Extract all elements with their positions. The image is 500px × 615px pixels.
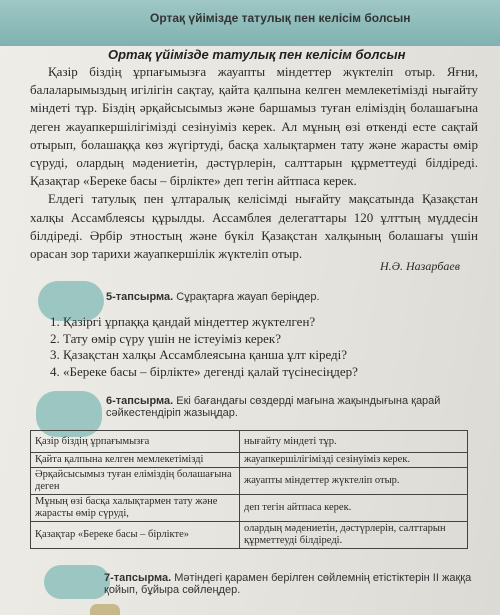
table-row [31,495,468,522]
table-row [31,431,468,453]
right-cell: олардың мәдениетін, дәстүрлерін, салттарын құрметтеуді білдіреді. [240,522,468,549]
paragraph-2: Елдегі татулық пен ұлтаралық келісімді нығайту мақсатында Қазақстан халқы Ассамблеясы құрылды. Ассамблея делегаттары 120 ұлттың мүддесін білдіреді. Әрбір этностың және бүкіл Қазақстан халқының болашағы үшін орасан зор тарихи жауапкершілік жүктеліп отыр. [30,191,478,262]
question-item: 4. «Береке басы – бірлікте» дегенді қалай түсінесіңдер? [50,363,358,379]
question-item: 1. Қазіргі ұрпаққа қандай міндеттер жүктелген? [50,314,316,329]
table-row [31,453,468,468]
chapter-ribbon [0,0,500,46]
author: Н.Ә. Назарбаев [380,259,460,273]
matching-table [30,430,468,549]
question-list [50,314,358,380]
question-item: 3. Қазақстан халқы Ассамблеясына қанша ұлт кіреді? [50,347,348,362]
left-cell: Әрқайсысымыз туған еліміздің болашағына деген [31,468,240,495]
task6-heading [106,395,472,419]
left-cell: Қазақтар «Береке басы – бірлікте» [31,522,240,549]
pencil-icon [44,565,110,599]
question-item: 2. Тату өмір сүру үшін не істеуіміз керек? [50,330,282,346]
task7-number: 7-тапсырма. [104,572,172,584]
next-task-icon [90,604,120,615]
task5-heading [106,291,320,303]
left-cell: Қазір біздің ұрпағымызға [31,431,240,453]
left-cell: Мұның өзі басқа халықтармен тату және жарасты өмір сүруді, [31,495,240,522]
paragraph-1: Қазір біздің ұрпағымызға жауапты міндеттер жүктеліп отыр. Яғни, балаларымыздың игілігін сақтау, қайта қалпына келген мемлекетімізді нығайту міндеті тұр. Біздің әрқайсысымыз және баршамыз туған еліміздің болашағына деген жауапкершілігімізді сезінуіміз керек. Ал мұның өзі өткенді есте сақтай отырып, болашаққа көз жүгіртуді, басқа халықтармен тату және жарасты өмір сүруді, олардың мәдениетін, дәстүрлерін, салттарын құрметтеуді білдіреді. Қазақтар «Береке басы – бірлікте» деп тегін айтпаса керек. [30,64,478,189]
right-cell: жауапкершілігімізді сезінуіміз керек. [240,453,468,468]
reading-title: Ортақ үйімізде татулық пен келісім болсын [108,47,406,62]
ribbon-title: Ортақ үйімізде татулық пен келісім болсын [150,11,411,25]
task5-instruction: Сұрақтарға жауап беріңдер. [176,291,320,303]
task7-instruction: Мәтіндегі қарамен берілген сөйлемнің етістіктерін ІІ жаққа қойып, бұйыра сөйлеңдер. [104,572,472,596]
task6-number: 6-тапсырма. [106,395,174,407]
right-cell: жауапты міндеттер жүктеліп отыр. [240,468,468,495]
task5-number: 5-тапсырма. [106,291,174,303]
table-row [31,522,468,549]
task7-heading [104,572,476,596]
right-cell: нығайту міндеті тұр. [240,431,468,453]
task6-instruction: Екі бағандағы сөздерді мағына жақындығына қарай сәйкестендіріп жазыңдар. [106,395,441,419]
right-cell: деп тегін айтпаса керек. [240,495,468,522]
reading-text [30,63,478,263]
table-row [31,468,468,495]
left-cell: Қайта қалпына келген мемлекетімізді [31,453,240,468]
